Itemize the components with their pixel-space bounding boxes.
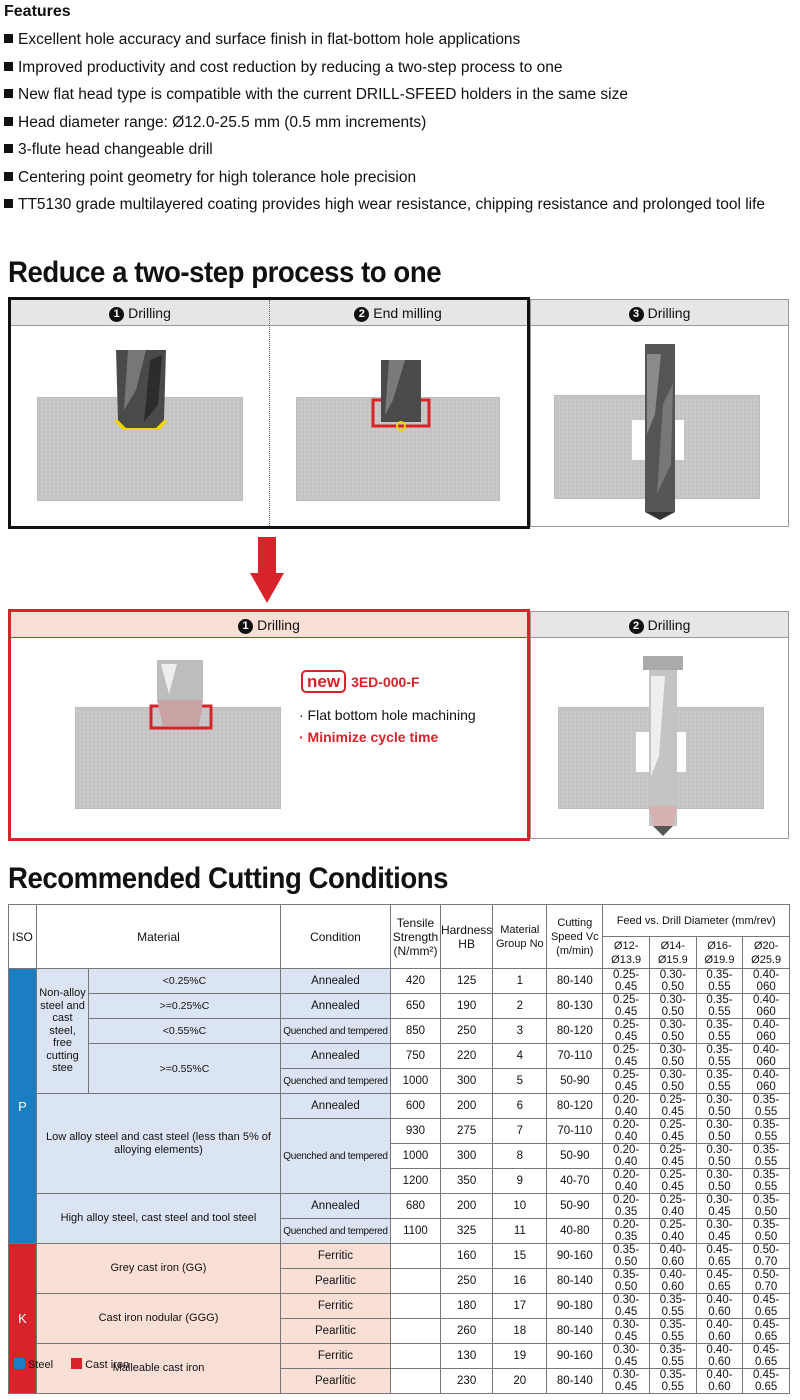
table-row: Low alloy steel and cast steel (less than 5% of alloying elements) Annealed 600 200 6 80-120 0.20-0.40 0.25-0.45 0.30-0.50 0.35-0.55 [9,1094,790,1119]
col-tensile: Tensile Strength (N/mm²) [390,905,440,969]
iso-p-badge: P [9,969,37,1244]
material-nodular-iron: Cast iron nodular (GGG) [37,1294,281,1344]
one-step-group [8,609,530,841]
benefit-cycle-time: · Minimize cycle time [299,729,439,745]
table-row: Quenched and tempered 930 275 7 70-110 0.20-0.40 0.25-0.45 0.30-0.50 0.35-0.55 [9,1119,790,1144]
material-highalloy: High alloy steel, cast steel and tool steel [37,1194,281,1244]
flat-drill-illustration [149,660,215,740]
feature-item: 3-flute head changeable drill [4,140,765,168]
table-row: >=0.55%C Annealed 750 220 4 70-110 0.25-0.45 0.30-0.50 0.35-0.55 0.40-060 [9,1044,790,1069]
divider [269,300,270,526]
legend [14,1358,129,1371]
material-nonalloy: Non-alloy steel and cast steel, free cutting stee [37,969,89,1094]
col-d1: Ø12-Ø13.9 [603,937,650,969]
cutting-title: Recommended Cutting Conditions [8,862,449,895]
table-row: Cast iron nodular (GGG) Ferritic 180 17 90-180 0.30-0.45 0.35-0.55 0.40-0.60 0.45-0.65 [9,1294,790,1319]
table-row: 1200 350 9 40-70 0.20-0.40 0.25-0.45 0.30-0.50 0.35-0.55 [9,1169,790,1194]
new-step-2-panel [530,611,789,839]
square-bullet-icon [4,117,13,126]
carbon-4: >=0.55%C [89,1044,281,1094]
col-d3: Ø16-Ø19.9 [696,937,743,969]
features-list [4,30,765,223]
table-row: P Non-alloy steel and cast steel, free cutting stee <0.25%C Annealed 420 125 1 80-140 0.25-0.45 0.30-0.50 0.35-0.55 0.40-060 [9,969,790,994]
two-step-group [8,297,530,529]
col-speed: Cutting Speed Vc (m/min) [547,905,603,969]
table-row: Pearlitic 250 16 80-140 0.35-0.50 0.40-0.60 0.45-0.65 0.50-0.70 [9,1269,790,1294]
long-drill-illustration [635,656,691,836]
new-step-2-head: 2 Drilling [531,612,788,638]
table-body [9,969,790,1394]
step-drilling-label: 1 Drilling [11,300,269,326]
col-material: Material [37,905,281,969]
carbon-2: >=0.25%C [89,994,281,1019]
legend-steel: Steel [14,1358,53,1371]
new-drilling-head: 1 Drilling [11,612,527,638]
carbon-1: <0.25%C [89,969,281,994]
step-3-head: 3 Drilling [531,300,788,326]
benefit-flat-bottom: · Flat bottom hole machining [299,707,476,723]
down-arrow-icon [250,537,284,605]
feature-item: TT5130 grade multilayered coating provides high wear resistance, chipping resistance and prolonged tool life [4,195,765,223]
cast-iron-swatch [71,1358,82,1369]
carbon-3: <0.55%C [89,1019,281,1044]
step-3-panel [530,299,789,527]
col-condition: Condition [280,905,390,969]
square-bullet-icon [4,144,13,153]
iso-k-badge: K [9,1244,37,1394]
col-feed: Feed vs. Drill Diameter (mm/rev) [603,905,790,937]
table-row: K Grey cast iron (GG) Ferritic 160 15 90-160 0.35-0.50 0.40-0.60 0.45-0.65 0.50-0.70 [9,1244,790,1269]
steel-swatch [14,1358,25,1369]
new-badge: new [301,670,346,693]
end-mill-illustration [371,360,431,432]
square-bullet-icon [4,62,13,71]
col-hardness: Hardness HB [440,905,492,969]
step-end-milling-label: 2 End milling [269,300,527,326]
col-group: Material Group No [493,905,547,969]
material-malleable-iron: Malleable cast iron [37,1344,281,1394]
legend-cast-iron: Cast iron [71,1358,129,1371]
feature-item: Excellent hole accuracy and surface finish in flat-bottom hole applications [4,30,765,58]
table-row: High alloy steel, cast steel and tool steel Annealed 680 200 10 50-90 0.20-0.35 0.25-0.40 0.30-0.45 0.35-0.50 [9,1194,790,1219]
table-row: Pearlitic 230 20 80-140 0.30-0.45 0.35-0.55 0.40-0.60 0.45-0.65 [9,1369,790,1394]
long-drill-illustration [643,344,677,520]
table-row: >=0.25%C Annealed 650 190 2 80-130 0.25-0.45 0.30-0.50 0.35-0.55 0.40-060 [9,994,790,1019]
cutting-conditions-table [8,904,790,1394]
process-title: Reduce a two-step process to one [8,256,442,289]
square-bullet-icon [4,172,13,181]
col-d2: Ø14-Ø15.9 [649,937,696,969]
material-lowalloy: Low alloy steel and cast steel (less than 5% of alloying elements) [37,1094,281,1194]
material-grey-iron: Grey cast iron (GG) [37,1244,281,1294]
feature-item: Improved productivity and cost reduction by reducing a two-step process to one [4,58,765,86]
table-row: <0.55%C Quenched and tempered 850 250 3 80-120 0.25-0.45 0.30-0.50 0.35-0.55 0.40-060 [9,1019,790,1044]
feature-item: New flat head type is compatible with the current DRILL-SFEED holders in the same size [4,85,765,113]
features-title: Features [4,3,71,20]
feature-item: Head diameter range: Ø12.0-25.5 mm (0.5 mm increments) [4,113,765,141]
table-row: Pearlitic 260 18 80-140 0.30-0.45 0.35-0.55 0.40-0.60 0.45-0.65 [9,1319,790,1344]
square-bullet-icon [4,89,13,98]
table-row: 1000 300 8 50-90 0.20-0.40 0.25-0.45 0.30-0.50 0.35-0.55 [9,1144,790,1169]
table-row: Quenched and tempered 1000 300 5 50-90 0.25-0.45 0.30-0.50 0.35-0.55 0.40-060 [9,1069,790,1094]
table-row: Malleable cast iron Ferritic 130 19 90-160 0.30-0.45 0.35-0.55 0.40-0.60 0.45-0.65 [9,1344,790,1369]
product-code: 3ED-000-F [351,673,420,690]
drill-head-illustration [106,350,176,430]
product-callout [301,670,420,693]
col-iso: ISO [9,905,37,969]
square-bullet-icon [4,34,13,43]
table-row: Quenched and tempered 1100 325 11 40-80 0.20-0.35 0.25-0.40 0.30-0.45 0.35-0.50 [9,1219,790,1244]
feature-item: Centering point geometry for high tolerance hole precision [4,168,765,196]
col-d4: Ø20-Ø25.9 [743,937,790,969]
cell: Annealed [280,969,390,994]
square-bullet-icon [4,199,13,208]
